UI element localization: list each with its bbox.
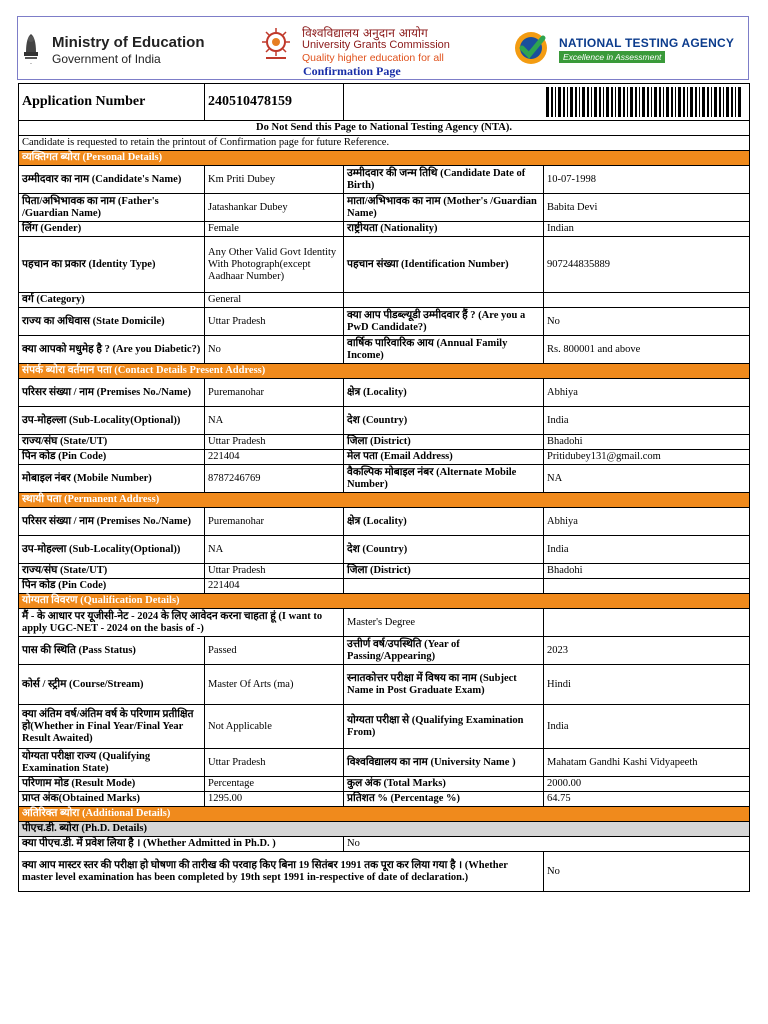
- present-pin-label: पिन कोड (Pin Code): [19, 450, 205, 465]
- barcode-bar: [683, 87, 685, 117]
- permanent-district-value: Bhadohi: [544, 564, 750, 579]
- identification-number-value: 907244835889: [544, 237, 750, 293]
- confirmation-table: [18, 83, 750, 892]
- application-number-label: Application Number: [19, 84, 205, 121]
- nationality-label: राष्ट्रीयता (Nationality): [344, 222, 544, 237]
- barcode-bar: [570, 87, 573, 117]
- present-district-value: Bhadohi: [544, 435, 750, 450]
- barcode-bar: [599, 87, 601, 117]
- barcode-bar: [611, 87, 613, 117]
- barcode-icon: [546, 87, 742, 117]
- present-locality-label: क्षेत्र (Locality): [344, 379, 544, 407]
- ugc-tagline: Quality higher education for all: [302, 52, 444, 64]
- contact-details-heading: संपर्क ब्योरा वर्तमान पता (Contact Details Present Address): [19, 364, 750, 379]
- barcode-bar: [567, 87, 568, 117]
- permanent-country-value: India: [544, 536, 750, 564]
- barcode-bar: [615, 87, 616, 117]
- phd-admitted-value: No: [344, 837, 750, 852]
- gender-label: लिंग (Gender): [19, 222, 205, 237]
- ugc-logo-block: [258, 24, 468, 66]
- barcode-bar: [666, 87, 669, 117]
- apply-basis-value: Master's Degree: [344, 609, 544, 637]
- phd-admitted-label: क्या पीएच.डी. में प्रवेश लिया है । (Whether Admitted in Ph.D. ): [19, 837, 344, 852]
- barcode-bar: [659, 87, 661, 117]
- final-year-value: Not Applicable: [205, 705, 344, 749]
- pwd-label: क्या आप पीडब्ल्यूडी उम्मीदवार हैं ? (Are you a PwD Candidate?): [344, 308, 544, 336]
- retain-printout-instruction: Candidate is requested to retain the printout of Confirmation page for future Reference.: [19, 136, 750, 151]
- permanent-sublocality-value: NA: [205, 536, 344, 564]
- course-label: कोर्स / स्ट्रीम (Course/Stream): [19, 665, 205, 705]
- present-pin-value: 221404: [205, 450, 344, 465]
- qualifying-exam-from-value: India: [544, 705, 750, 749]
- barcode-bar: [719, 87, 721, 117]
- barcode-bar: [735, 87, 736, 117]
- permanent-address-heading: स्थायी पता (Permanent Address): [19, 493, 750, 508]
- barcode-bar: [639, 87, 640, 117]
- nta-tagline: Excellence in Assessment: [559, 51, 665, 63]
- permanent-locality-value: Abhiya: [544, 508, 750, 536]
- barcode-bar: [663, 87, 664, 117]
- diabetic-label: क्या आपको मधुमेह है ? (Are you Diabetic?): [19, 336, 205, 364]
- obtained-marks-label: प्राप्त अंक(Obtained Marks): [19, 792, 205, 807]
- barcode-bar: [630, 87, 633, 117]
- svg-text:~: ~: [29, 61, 33, 66]
- alternate-mobile-value: NA: [544, 465, 750, 493]
- identification-number-label: पहचान संख्या (Identification Number): [344, 237, 544, 293]
- pass-status-value: Passed: [205, 637, 344, 665]
- dob-value: 10-07-1998: [544, 166, 750, 194]
- state-domicile-value: Uttar Pradesh: [205, 308, 344, 336]
- present-premises-value: Puremanohar: [205, 379, 344, 407]
- state-domicile-label: राज्य का अधिवास (State Domicile): [19, 308, 205, 336]
- present-sublocality-value: NA: [205, 407, 344, 435]
- barcode-bar: [558, 87, 561, 117]
- annual-income-label: वार्षिक पारिवारिक आय (Annual Family Income): [344, 336, 544, 364]
- result-mode-value: Percentage: [205, 777, 344, 792]
- barcode: [544, 84, 750, 121]
- present-country-value: India: [544, 407, 750, 435]
- obtained-marks-value: 1295.00: [205, 792, 344, 807]
- qualifying-exam-state-label: योग्यता परीक्षा राज्य (Qualifying Examination State): [19, 749, 205, 777]
- pwd-value: No: [544, 308, 750, 336]
- government-name: Government of India: [52, 52, 161, 66]
- present-locality-value: Abhiya: [544, 379, 750, 407]
- dob-label: उम्मीदवार की जन्म तिथि (Candidate Date of Birth): [344, 166, 544, 194]
- mobile-value: 8787246769: [205, 465, 344, 493]
- barcode-bar: [671, 87, 673, 117]
- barcode-bar: [707, 87, 709, 117]
- email-value: Pritidubey131@gmail.com: [544, 450, 750, 465]
- candidate-name-value: Km Priti Dubey: [205, 166, 344, 194]
- ministry-name: Ministry of Education: [52, 34, 205, 51]
- course-value: Master Of Arts (ma): [205, 665, 344, 705]
- permanent-country-label: देश (Country): [344, 536, 544, 564]
- university-name-value: Mahatam Gandhi Kashi Vidyapeeth: [544, 749, 750, 777]
- percentage-value: 64.75: [544, 792, 750, 807]
- present-country-label: देश (Country): [344, 407, 544, 435]
- permanent-pin-value: 221404: [205, 579, 344, 594]
- additional-details-heading: अतिरिक्त ब्योरा (Additional Details): [19, 807, 750, 822]
- present-sublocality-label: उप-मोहल्ला (Sub-Locality(Optional)): [19, 407, 205, 435]
- present-district-label: जिला (District): [344, 435, 544, 450]
- barcode-bar: [591, 87, 592, 117]
- permanent-district-label: जिला (District): [344, 564, 544, 579]
- passing-year-value: 2023: [544, 637, 750, 665]
- barcode-bar: [555, 87, 556, 117]
- barcode-bar: [582, 87, 585, 117]
- do-not-send-notice: Do Not Send this Page to National Testing Agency (NTA).: [19, 121, 750, 136]
- barcode-bar: [563, 87, 565, 117]
- barcode-bar: [695, 87, 697, 117]
- page-title: Confirmation Page: [303, 64, 401, 78]
- qualifying-exam-from-label: योग्यता परीक्षा से (Qualifying Examination From): [344, 705, 544, 749]
- barcode-bar: [723, 87, 724, 117]
- barcode-bar: [587, 87, 589, 117]
- barcode-bar: [702, 87, 705, 117]
- barcode-bar: [678, 87, 681, 117]
- barcode-bar: [627, 87, 628, 117]
- barcode-bar: [651, 87, 652, 117]
- father-name-value: Jatashankar Dubey: [205, 194, 344, 222]
- alternate-mobile-label: वैकल्पिक मोबाइल नंबर (Alternate Mobile Number): [344, 465, 544, 493]
- mobile-label: मोबाइल नंबर (Mobile Number): [19, 465, 205, 493]
- barcode-bar: [726, 87, 729, 117]
- application-number-value: 240510478159: [205, 84, 344, 121]
- total-marks-label: कुल अंक (Total Marks): [344, 777, 544, 792]
- master-1991-label: क्या आप मास्टर स्तर की परीक्षा हो घोषणा की तारीख की परवाह किए बिना 19 सितंबर 1991 तक पूरा कर लिया गया है । (Whether master level examination has been completed by 19th sept 1991 in-respective of date of declaration.): [19, 852, 544, 892]
- gender-value: Female: [205, 222, 344, 237]
- application-number-row: [19, 84, 750, 121]
- nta-logo-block: [513, 28, 749, 68]
- barcode-bar: [635, 87, 637, 117]
- barcode-bar: [551, 87, 553, 117]
- barcode-bar: [738, 87, 741, 117]
- email-label: मेल पता (Email Address): [344, 450, 544, 465]
- permanent-pin-label: पिन कोड (Pin Code): [19, 579, 205, 594]
- barcode-bar: [594, 87, 597, 117]
- barcode-bar: [711, 87, 712, 117]
- mother-name-label: माता/अभिभावक का नाम (Mother's /Guardian Name): [344, 194, 544, 222]
- pg-subject-label: स्नातकोत्तर परीक्षा में विषय का नाम (Subject Name in Post Graduate Exam): [344, 665, 544, 705]
- ugc-hindi-name: विश्वविद्यालय अनुदान आयोग: [302, 26, 428, 40]
- identity-type-label: पहचान का प्रकार (Identity Type): [19, 237, 205, 293]
- apply-basis-label: मैं - के आधार पर यूजीसी-नेट - 2024 के लिए आवेदन करना चाहता हूं (I want to apply UGC-NET - 2024 on the basis of -): [19, 609, 344, 637]
- present-premises-label: परिसर संख्या / नाम (Premises No./Name): [19, 379, 205, 407]
- candidate-name-label: उम्मीदवार का नाम (Candidate's Name): [19, 166, 205, 194]
- pg-subject-value: Hindi: [544, 665, 750, 705]
- barcode-bar: [603, 87, 604, 117]
- master-1991-value: No: [544, 852, 750, 892]
- personal-details-heading: व्यक्तिगत ब्योरा (Personal Details): [19, 151, 750, 166]
- barcode-bar: [654, 87, 657, 117]
- barcode-bar: [546, 87, 549, 117]
- barcode-bar: [690, 87, 693, 117]
- category-value: General: [205, 293, 344, 308]
- identity-type-value: Any Other Valid Govt Identity With Photograph(except Aadhaar Number): [205, 237, 344, 293]
- mother-name-value: Babita Devi: [544, 194, 750, 222]
- father-name-label: पिता/अभिभावक का नाम (Father's /Guardian Name): [19, 194, 205, 222]
- barcode-bar: [731, 87, 733, 117]
- barcode-bar: [579, 87, 580, 117]
- nta-checkmark-icon: [513, 30, 549, 66]
- percentage-label: प्रतिशत % (Percentage %): [344, 792, 544, 807]
- ugc-emblem-icon: [258, 26, 294, 62]
- ministry-logo-block: [20, 30, 220, 70]
- permanent-locality-label: क्षेत्र (Locality): [344, 508, 544, 536]
- permanent-state-label: राज्य/संघ (State/UT): [19, 564, 205, 579]
- passing-year-label: उत्तीर्ण वर्ष/उपस्थिति (Year of Passing/Appearing): [344, 637, 544, 665]
- qualifying-exam-state-value: Uttar Pradesh: [205, 749, 344, 777]
- present-state-label: राज्य/संघ (State/UT): [19, 435, 205, 450]
- national-emblem-icon: [20, 30, 42, 66]
- final-year-label: क्या अंतिम वर्ष/अंतिम वर्ष के परिणाम प्रतीक्षित हो(Whether in Final Year/Final Year Result Awaited): [19, 705, 205, 749]
- barcode-bar: [699, 87, 700, 117]
- barcode-bar: [675, 87, 676, 117]
- permanent-premises-value: Puremanohar: [205, 508, 344, 536]
- permanent-premises-label: परिसर संख्या / नाम (Premises No./Name): [19, 508, 205, 536]
- permanent-state-value: Uttar Pradesh: [205, 564, 344, 579]
- barcode-bar: [647, 87, 649, 117]
- university-name-label: विश्वविद्यालय का नाम (University Name ): [344, 749, 544, 777]
- total-marks-value: 2000.00: [544, 777, 750, 792]
- barcode-bar: [642, 87, 645, 117]
- permanent-sublocality-label: उप-मोहल्ला (Sub-Locality(Optional)): [19, 536, 205, 564]
- present-state-value: Uttar Pradesh: [205, 435, 344, 450]
- barcode-bar: [714, 87, 717, 117]
- barcode-bar: [623, 87, 625, 117]
- qualification-details-heading: योग्यता विवरण (Qualification Details): [19, 594, 750, 609]
- barcode-bar: [575, 87, 577, 117]
- barcode-bar: [606, 87, 609, 117]
- category-label: वर्ग (Category): [19, 293, 205, 308]
- diabetic-value: No: [205, 336, 344, 364]
- nationality-value: Indian: [544, 222, 750, 237]
- pass-status-label: पास की स्थिति (Pass Status): [19, 637, 205, 665]
- ugc-english-name: University Grants Commission: [302, 39, 450, 51]
- barcode-bar: [618, 87, 621, 117]
- nta-name: NATIONAL TESTING AGENCY: [559, 36, 735, 50]
- barcode-bar: [687, 87, 688, 117]
- result-mode-label: परिणाम मोड (Result Mode): [19, 777, 205, 792]
- phd-details-heading: पीएच.डी. ब्योरा (Ph.D. Details): [19, 822, 750, 837]
- annual-income-value: Rs. 800001 and above: [544, 336, 750, 364]
